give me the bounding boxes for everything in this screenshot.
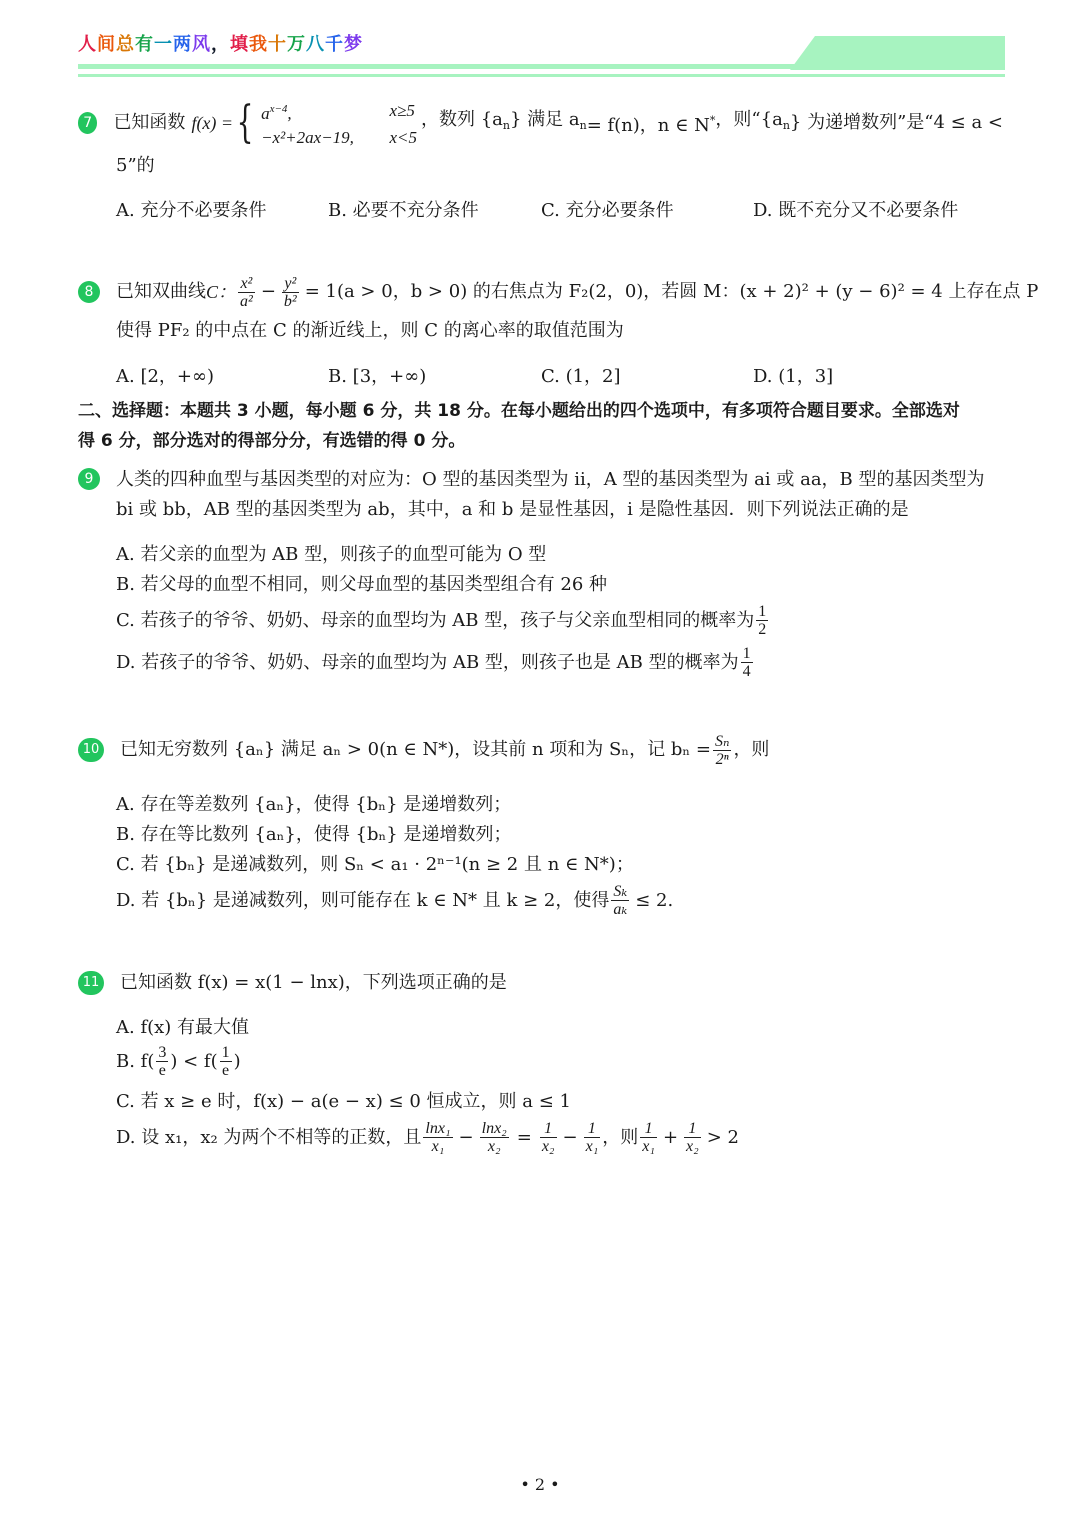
q10-pre: 已知无穷数列 {aₙ} 满足 aₙ > 0(n ∈ N*)，设其前 n 项和为 Sₙ，记 bₙ =	[120, 739, 711, 760]
q7-fx: f(x) =	[191, 113, 234, 133]
option-d[interactable]	[116, 883, 673, 918]
q7-pre: 已知函数	[113, 112, 186, 133]
question-number-badge: 8	[78, 281, 100, 303]
option-d-tail: ≤ 2.	[635, 889, 674, 911]
option-d-frac2: $\frac{\text{lnx₂}}{\text{x₂}}$	[481, 1120, 507, 1155]
page-number: • 2 •	[520, 1475, 560, 1494]
option-d-frac4: $\frac{1}{\text{x₁}}$	[585, 1120, 599, 1155]
option-b[interactable]: B. [3，+∞)	[328, 366, 427, 387]
question-9	[78, 465, 1003, 680]
q11-stem: 已知函数 f(x) = x(1 − lnx)，下列选项正确的是	[120, 972, 507, 993]
q8-frac-x: $\frac{\text{x²}}{\text{a²}}$	[240, 274, 253, 310]
option-a[interactable]: A. f(x) 有最大值	[116, 1017, 250, 1038]
option-b[interactable]: B. 若父母的血型不相同，则父母血型的基因类型组合有 26 种	[116, 574, 608, 595]
motto-char: 总	[116, 34, 135, 55]
option-b-frac2: $\frac{1}{e}$	[221, 1044, 230, 1079]
q10-post: ，则	[733, 739, 770, 760]
option-c[interactable]	[116, 603, 770, 638]
motto-char: 千	[325, 34, 344, 55]
header-motto	[78, 30, 363, 56]
option-c-text: C. 若孩子的爷爷、奶奶、母亲的血型均为 AB 型，孩子与父亲血型相同的概率为	[116, 609, 755, 631]
q8-line2: 使得 PF₂ 的中点在 C 的渐近线上，则 C 的离心率的取值范围为	[116, 320, 624, 341]
motto-char: 间	[97, 34, 116, 55]
q7-case2-expr: −x²+2ax−19,	[261, 127, 354, 147]
option-c[interactable]: C. 充分必要条件	[541, 200, 674, 221]
option-b[interactable]	[116, 1044, 241, 1079]
option-b-mid: ) < f(	[170, 1050, 218, 1072]
question-11	[78, 968, 1003, 1155]
section-2-heading	[78, 396, 1003, 456]
q7-brace: {	[236, 97, 254, 148]
motto-char: 梦	[344, 34, 363, 55]
option-a[interactable]: A. 充分不必要条件	[116, 200, 267, 221]
section-2-line1: 二、选择题：本题共 3 小题，每小题 6 分，共 18 分。在每小题给出的四个选项中，有多项符合题目要求。全部选对	[78, 401, 960, 421]
option-b-post: )	[233, 1050, 241, 1072]
question-10	[78, 728, 1003, 918]
motto-char: 有	[135, 34, 154, 55]
option-c[interactable]: C. 若 x ≥ e 时，f(x) − a(e − x) ≤ 0 恒成立，则 a ≤ 1	[116, 1091, 571, 1112]
q7-case2-cond: x<5	[389, 127, 417, 147]
option-b-pre: B. f(	[116, 1050, 155, 1072]
motto-char: 八	[306, 34, 325, 55]
q7-post5: } 为递增数列”是“4 ≤ a <	[789, 112, 1003, 133]
q8-pre: 已知双曲线	[116, 281, 206, 302]
q10-fraction: $\frac{\text{Sₙ}}{\text{2ⁿ}}$	[714, 732, 730, 768]
option-d[interactable]: D. (1，3]	[753, 366, 834, 387]
option-d-equals: =	[516, 1126, 532, 1148]
q7-post2: } 满足 $a_n$	[509, 109, 587, 132]
question-number-badge: 9	[78, 468, 100, 490]
question-number-badge: 11	[78, 971, 104, 995]
q7-post3: = f(n)，n ∈ N*	[586, 113, 716, 136]
option-d-minus1: −	[458, 1126, 474, 1148]
section-2-line2: 得 6 分，部分选对的得部分分，有选错的得 0 分。	[78, 431, 466, 451]
q9-line1: 人类的四种血型与基因类型的对应为：O 型的基因类型为 ii，A 型的基因类型为 ai 或 aa，B 型的基因类型为	[116, 469, 985, 490]
option-d-text: D. 若孩子的爷爷、奶奶、母亲的血型均为 AB 型，则孩子也是 AB 型的概率为	[116, 651, 739, 673]
option-b-frac1: $\frac{3}{e}$	[158, 1044, 167, 1079]
q7-case1-base: a	[261, 103, 270, 123]
option-c-fraction: $\frac{1}{2}$	[758, 603, 767, 638]
option-c[interactable]: C. (1，2]	[541, 366, 621, 387]
q7-case1-exp: x−4	[269, 102, 288, 115]
option-d-pre: D. 设 x₁，x₂ 为两个不相等的正数，且	[116, 1126, 422, 1148]
motto-char: 十	[268, 34, 287, 55]
option-d[interactable]	[116, 645, 755, 680]
q9-line2: bi 或 bb，AB 型的基因类型为 ab，其中，a 和 b 是显性基因，i 是隐性基因．则下列说法正确的是	[116, 499, 909, 520]
header-rule-thick	[78, 64, 1005, 69]
q7-line2: 5”的	[116, 155, 155, 176]
option-a[interactable]: A. [2，+∞)	[116, 366, 215, 387]
question-number-badge: 7	[78, 112, 97, 134]
option-d-frac1: $\frac{\text{lnx₁}}{\text{x₁}}$	[425, 1120, 451, 1155]
header-rule-thin	[78, 74, 1005, 77]
motto-char: ，	[211, 34, 230, 55]
option-c[interactable]: C. 若 {bₙ} 是递减数列，则 Sₙ < a₁ · 2ⁿ⁻¹(n ≥ 2 且 n ∈ N*)；	[116, 854, 634, 875]
option-b[interactable]: B. 必要不充分条件	[328, 200, 479, 221]
option-d-text: D. 若 {bₙ} 是递减数列，则可能存在 k ∈ N* 且 k ≥ 2，使得	[116, 889, 610, 911]
option-d-tail: > 2	[706, 1126, 739, 1148]
motto-char: 一	[154, 34, 173, 55]
option-d-frac5: $\frac{1}{\text{x₁}}$	[642, 1120, 655, 1155]
question-number-badge: 10	[78, 738, 104, 762]
q8-c-label: C：	[206, 282, 237, 302]
q7-case1-cond: x≥5	[389, 101, 415, 120]
q8-frac-y: $\frac{\text{y²}}{\text{b²}}$	[283, 274, 297, 310]
option-b[interactable]: B. 存在等比数列 {aₙ}，使得 {bₙ} 是递增数列；	[116, 824, 512, 845]
option-d-minus2: −	[562, 1126, 578, 1148]
option-d-frac6: $\frac{1}{\text{x₂}}$	[686, 1120, 699, 1155]
motto-char: 我	[249, 34, 268, 55]
option-a[interactable]: A. 若父亲的血型为 AB 型，则孩子的血型可能为 O 型	[116, 544, 547, 565]
motto-char: 人	[78, 34, 97, 55]
motto-char: 风	[192, 34, 211, 55]
option-d-fraction: $\frac{1}{4}$	[742, 645, 751, 680]
page-header	[0, 0, 1080, 90]
motto-char: 万	[287, 34, 306, 55]
q8-minus: −	[260, 281, 276, 302]
option-d[interactable]: D. 既不充分又不必要条件	[753, 200, 959, 221]
option-d-fraction: $\frac{\text{Sₖ}}{\text{aₖ}}$	[613, 883, 628, 918]
motto-char: 两	[173, 34, 192, 55]
q8-post: = 1(a > 0，b > 0) 的右焦点为 F₂(2，0)，若圆 M：(x + 2)² + (y − 6)² = 4 上存在点 P	[304, 281, 1039, 302]
q7-post1: ，数列 {$a_n$	[420, 109, 510, 132]
option-a[interactable]: A. 存在等差数列 {aₙ}，使得 {bₙ} 是递增数列；	[116, 794, 512, 815]
q8-options	[116, 362, 1003, 392]
option-d-plus: +	[662, 1126, 679, 1148]
q7-cases: $a^{x-4}$, x≥5 −x²+2ax−19, x<5	[257, 97, 421, 150]
motto-char: 填	[230, 34, 249, 55]
option-d[interactable]	[116, 1120, 739, 1155]
q7-options	[116, 196, 1003, 226]
q7-post4: ，则“{$a_n$	[715, 109, 790, 132]
option-d-then: ，则	[602, 1126, 639, 1148]
option-d-frac3: $\frac{1}{\text{x₂}}$	[541, 1120, 555, 1155]
